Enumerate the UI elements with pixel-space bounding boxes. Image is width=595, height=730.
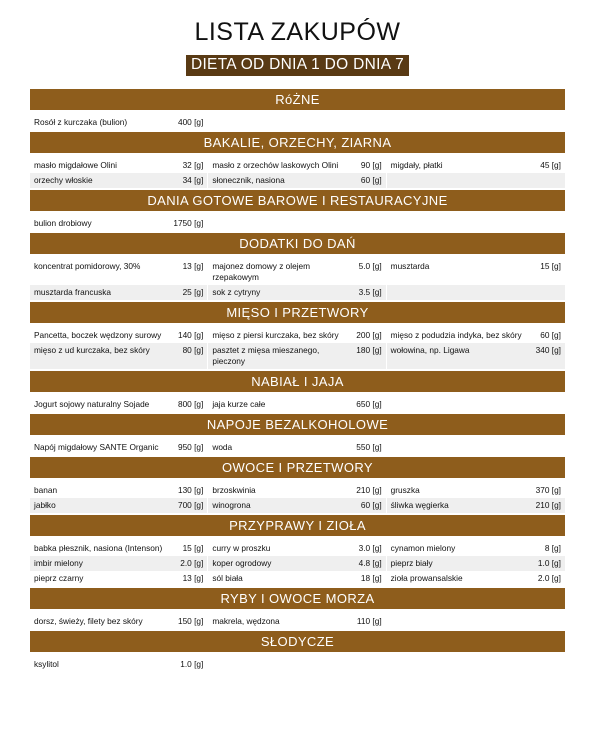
- empty-cell: [387, 397, 565, 412]
- item-quantity: 200 [g]: [356, 330, 382, 340]
- item-row: [30, 285, 565, 300]
- category-section: [30, 631, 565, 674]
- item-name: masło z orzechów laskowych Olini: [212, 160, 339, 170]
- item-quantity: 210 [g]: [356, 485, 382, 495]
- list-item: [387, 483, 565, 498]
- category-header: RYBY I OWOCE MORZA: [30, 588, 565, 609]
- list-item: [208, 328, 386, 343]
- item-quantity: 45 [g]: [540, 160, 561, 170]
- item-quantity: 950 [g]: [177, 442, 204, 452]
- item-name: Rosół z kurczaka (bulion): [34, 117, 128, 127]
- item-quantity: 550 [g]: [356, 442, 382, 452]
- category-header: SŁODYCZE: [30, 631, 565, 652]
- item-name: śliwka węgierka: [390, 500, 449, 510]
- item-name: pasztet z mięsa mieszanego, pieczony: [212, 345, 320, 366]
- item-name: zioła prowansalskie: [390, 573, 463, 583]
- item-name: imbir mielony: [34, 558, 83, 568]
- category-items: [30, 435, 565, 457]
- item-name: masło migdałowe Olini: [34, 160, 118, 170]
- category-section: [30, 371, 565, 414]
- item-name: sok z cytryny: [212, 287, 261, 297]
- item-name: banan: [34, 485, 58, 495]
- list-item: [30, 571, 208, 586]
- item-name: Napój migdałowy SANTE Organic: [34, 442, 159, 452]
- list-item: [208, 397, 386, 412]
- item-name: jaja kurze całe: [212, 399, 266, 409]
- list-item: [30, 556, 208, 571]
- item-name: gruszka: [390, 485, 420, 495]
- category-header: DODATKI DO DAŃ: [30, 233, 565, 254]
- item-quantity: 13 [g]: [182, 261, 204, 271]
- list-item: [30, 614, 208, 629]
- item-name: orzechy włoskie: [34, 175, 93, 185]
- list-item: [208, 483, 386, 498]
- list-item: [30, 483, 208, 498]
- empty-cell: [208, 115, 386, 130]
- list-item: [30, 397, 208, 412]
- item-row: [30, 571, 565, 586]
- item-row: [30, 343, 565, 369]
- list-item: [387, 328, 565, 343]
- item-name: mięso z piersi kurczaka, bez skóry: [212, 330, 339, 340]
- list-item: [208, 173, 386, 188]
- list-item: [30, 498, 208, 513]
- item-quantity: 150 [g]: [177, 616, 204, 626]
- item-quantity: 130 [g]: [177, 485, 204, 495]
- item-quantity: 370 [g]: [535, 485, 561, 495]
- item-quantity: 60 [g]: [540, 330, 561, 340]
- item-row: [30, 397, 565, 412]
- item-name: mięso z ud kurczaka, bez skóry: [34, 345, 150, 355]
- category-items: [30, 652, 565, 674]
- list-item: [387, 541, 565, 556]
- item-name: babka płesznik, nasiona (Intenson): [34, 543, 163, 553]
- item-name: sól biała: [212, 573, 243, 583]
- item-name: mięso z podudzia indyka, bez skóry: [390, 330, 522, 340]
- item-name: słonecznik, nasiona: [212, 175, 285, 185]
- category-header: RóŻNE: [30, 89, 565, 110]
- list-item: [208, 343, 386, 369]
- category-items: [30, 323, 565, 371]
- item-name: bulion drobiowy: [34, 218, 92, 228]
- item-quantity: 15 [g]: [540, 261, 561, 271]
- category-items: [30, 211, 565, 233]
- item-name: koncentrat pomidorowy, 30%: [34, 261, 141, 271]
- list-item: [30, 259, 208, 285]
- category-section: [30, 233, 565, 302]
- list-item: [30, 328, 208, 343]
- item-quantity: 140 [g]: [177, 330, 204, 340]
- category-header: BAKALIE, ORZECHY, ZIARNA: [30, 132, 565, 153]
- item-name: musztarda francuska: [34, 287, 112, 297]
- category-items: [30, 609, 565, 631]
- item-name: Pancetta, boczek wędzony surowy: [34, 330, 162, 340]
- category-header: PRZYPRAWY I ZIOŁA: [30, 515, 565, 536]
- list-item: [30, 158, 208, 173]
- item-row: [30, 328, 565, 343]
- item-quantity: 25 [g]: [182, 287, 204, 297]
- empty-cell: [387, 216, 565, 231]
- item-name: jabłko: [34, 500, 56, 510]
- list-item: [30, 343, 208, 369]
- category-items: [30, 153, 565, 190]
- item-name: musztarda: [390, 261, 430, 271]
- category-items: [30, 254, 565, 302]
- item-quantity: 110 [g]: [356, 616, 382, 626]
- item-row: [30, 115, 565, 130]
- item-name: Jogurt sojowy naturalny Sojade: [34, 399, 150, 409]
- item-quantity: 2.0 [g]: [537, 573, 561, 583]
- empty-cell: [387, 440, 565, 455]
- category-section: [30, 89, 565, 132]
- category-items: [30, 536, 565, 588]
- list-item: [208, 556, 386, 571]
- item-name: wołowina, np. Ligawa: [390, 345, 470, 355]
- item-quantity: 1750 [g]: [173, 218, 204, 228]
- category-section: [30, 132, 565, 190]
- list-item: [208, 158, 386, 173]
- empty-cell: [387, 285, 565, 300]
- item-name: woda: [212, 442, 233, 452]
- list-item: [387, 556, 565, 571]
- item-quantity: 2.0 [g]: [180, 558, 204, 568]
- list-item: [30, 285, 208, 300]
- item-quantity: 13 [g]: [182, 573, 204, 583]
- item-quantity: 1.0 [g]: [180, 659, 204, 669]
- item-quantity: 4.8 [g]: [358, 558, 382, 568]
- category-items: [30, 110, 565, 132]
- list-item: [387, 571, 565, 586]
- item-quantity: 8 [g]: [544, 543, 561, 553]
- list-item: [208, 614, 386, 629]
- item-name: ksylitol: [34, 659, 59, 669]
- item-quantity: 340 [g]: [535, 345, 561, 355]
- empty-cell: [387, 657, 565, 672]
- empty-cell: [387, 173, 565, 188]
- item-quantity: 3.5 [g]: [358, 287, 382, 297]
- item-row: [30, 483, 565, 498]
- item-quantity: 650 [g]: [356, 399, 382, 409]
- list-item: [208, 541, 386, 556]
- category-section: [30, 302, 565, 371]
- list-item: [387, 498, 565, 513]
- item-row: [30, 216, 565, 231]
- item-quantity: 5.0 [g]: [358, 261, 382, 271]
- item-quantity: 18 [g]: [360, 573, 382, 583]
- item-row: [30, 498, 565, 513]
- item-row: [30, 556, 565, 571]
- list-item: [387, 343, 565, 369]
- category-section: [30, 190, 565, 233]
- list-item: [208, 498, 386, 513]
- item-name: makrela, wędzona: [212, 616, 280, 626]
- item-quantity: 3.0 [g]: [358, 543, 382, 553]
- item-quantity: 60 [g]: [360, 500, 382, 510]
- category-items: [30, 392, 565, 414]
- list-item: [387, 158, 565, 173]
- category-section: [30, 588, 565, 631]
- item-quantity: 15 [g]: [182, 543, 204, 553]
- item-row: [30, 541, 565, 556]
- item-quantity: 210 [g]: [535, 500, 561, 510]
- item-quantity: 800 [g]: [177, 399, 204, 409]
- category-items: [30, 478, 565, 515]
- item-row: [30, 440, 565, 455]
- item-name: majonez domowy z olejem rzepakowym: [212, 261, 311, 282]
- item-name: dorsz, świeży, filety bez skóry: [34, 616, 143, 626]
- list-item: [30, 541, 208, 556]
- list-item: [387, 259, 565, 285]
- category-header: NAPOJE BEZALKOHOLOWE: [30, 414, 565, 435]
- category-header: OWOCE I PRZETWORY: [30, 457, 565, 478]
- list-item: [30, 657, 208, 672]
- item-name: pieprz biały: [390, 558, 433, 568]
- list-item: [208, 440, 386, 455]
- list-item: [30, 115, 208, 130]
- category-section: [30, 457, 565, 515]
- category-section: [30, 515, 565, 588]
- item-quantity: 34 [g]: [182, 175, 204, 185]
- empty-cell: [208, 657, 386, 672]
- category-header: NABIAŁ I JAJA: [30, 371, 565, 392]
- item-quantity: 90 [g]: [360, 160, 382, 170]
- item-quantity: 32 [g]: [182, 160, 204, 170]
- category-header: DANIA GOTOWE BAROWE I RESTAURACYJNE: [30, 190, 565, 211]
- item-row: [30, 259, 565, 285]
- list-item: [30, 173, 208, 188]
- categories-list: [30, 89, 565, 674]
- category-header: MIĘSO I PRZETWORY: [30, 302, 565, 323]
- item-name: koper ogrodowy: [212, 558, 272, 568]
- empty-cell: [208, 216, 386, 231]
- page-title: LISTA ZAKUPÓW: [194, 18, 401, 46]
- list-item: [208, 571, 386, 586]
- item-name: curry w proszku: [212, 543, 271, 553]
- item-row: [30, 158, 565, 173]
- item-quantity: 80 [g]: [182, 345, 204, 355]
- empty-cell: [387, 614, 565, 629]
- category-section: [30, 414, 565, 457]
- item-name: pieprz czarny: [34, 573, 84, 583]
- empty-cell: [387, 115, 565, 130]
- list-item: [30, 440, 208, 455]
- item-name: cynamon mielony: [390, 543, 456, 553]
- item-row: [30, 173, 565, 188]
- subtitle-wrapper: [0, 55, 595, 76]
- list-item: [208, 259, 386, 285]
- item-name: migdały, płatki: [390, 160, 443, 170]
- item-row: [30, 614, 565, 629]
- item-quantity: 60 [g]: [360, 175, 382, 185]
- list-item: [30, 216, 208, 231]
- item-name: brzoskwinia: [212, 485, 256, 495]
- item-quantity: 700 [g]: [177, 500, 204, 510]
- list-item: [208, 285, 386, 300]
- diet-period-badge: DIETA OD DNIA 1 DO DNIA 7: [186, 55, 409, 76]
- item-quantity: 180 [g]: [356, 345, 382, 355]
- item-quantity: 1.0 [g]: [537, 558, 561, 568]
- item-row: [30, 657, 565, 672]
- item-name: winogrona: [212, 500, 251, 510]
- item-quantity: 400 [g]: [177, 117, 204, 127]
